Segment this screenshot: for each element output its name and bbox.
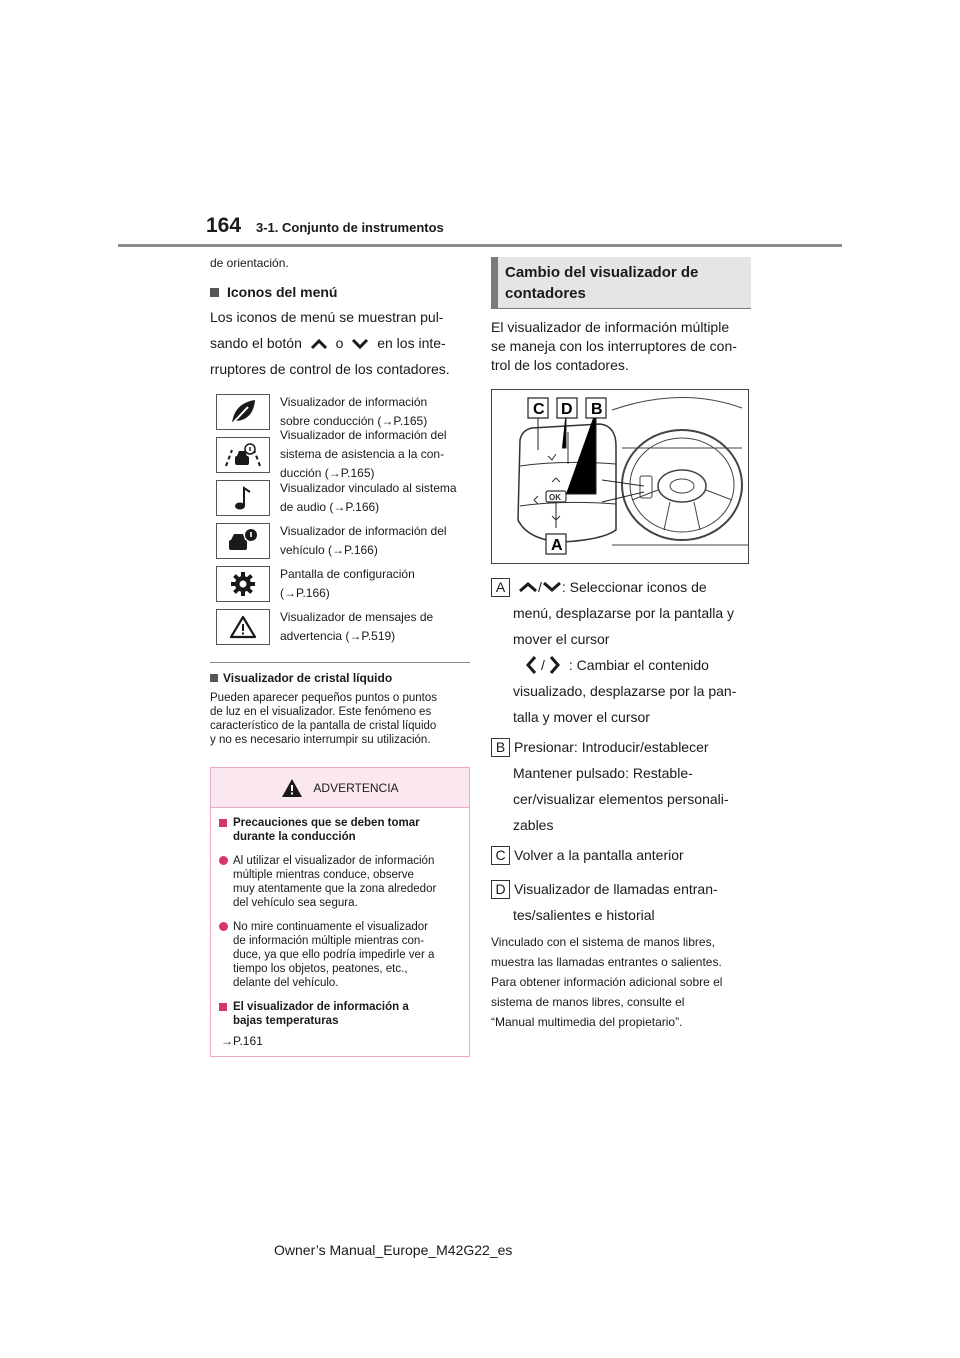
warning-item: [219, 816, 461, 844]
label-d: D: [561, 401, 573, 418]
chevron-left-icon: [525, 655, 537, 675]
pink-square-bullet-icon: [219, 819, 227, 827]
page-number: 164: [206, 214, 242, 237]
label-a: A: [551, 537, 563, 554]
right-column: [491, 257, 751, 1032]
menu-icons-heading: [210, 284, 470, 300]
legend-text: Presionar: Introducir/establecer: [514, 739, 709, 755]
warning-title: ADVERTENCIA: [313, 780, 399, 795]
ok-button-label: OK: [549, 493, 561, 502]
para-line: El visualizador de información múltiple: [491, 319, 730, 335]
chevron-up-icon: [310, 338, 328, 350]
menu-icon-row: [210, 428, 470, 480]
section-heading-underline: [491, 308, 751, 309]
menu-icon-description: [280, 565, 415, 603]
desc-line: advertencia (→P.519): [280, 628, 396, 643]
menu-intro: [210, 304, 470, 382]
lcd-note-heading: [210, 671, 470, 685]
legend-label-b: B: [491, 738, 510, 757]
note-line: sistema de manos libres, consulte el: [491, 995, 685, 1009]
label-b: B: [591, 401, 603, 418]
legend-text: zables: [513, 817, 554, 833]
warning-header: [211, 768, 469, 808]
warning-body: [211, 808, 469, 1056]
legend-text: : Cambiar el contenido: [568, 657, 709, 673]
lcd-note-body: [210, 691, 470, 747]
note-line: Para obtener información adicional sobre el: [491, 975, 723, 989]
desc-line: sobre conducción (→P.165): [280, 413, 428, 428]
driving-assist-icon: [216, 437, 270, 473]
note-line: característico de la pantalla de cristal líquido: [210, 720, 437, 732]
menu-icon-row: [210, 605, 470, 648]
continued-text: de orientación.: [210, 256, 289, 270]
gear-icon: [216, 566, 270, 602]
warning-item: [219, 920, 461, 990]
desc-line: sistema de asistencia a la con-: [280, 447, 445, 461]
intro-text: sando el botón: [210, 335, 302, 351]
legend-label-a: A: [491, 578, 510, 597]
warning-line: muy atentamente que la zona alrededor: [233, 883, 437, 895]
note-line: de luz en el visualizador. Este fenómeno es: [210, 706, 432, 718]
para-line: se maneja con los interruptores de con-: [491, 338, 737, 354]
note-line: y no es necesario interrumpir su utilización.: [210, 734, 431, 746]
warning-item: [219, 854, 461, 910]
pink-dot-bullet-icon: [219, 856, 228, 865]
desc-line: Visualizador de información del: [280, 523, 447, 538]
note-line: Vinculado con el sistema de manos libres,: [491, 935, 715, 949]
section-heading-line: contadores: [505, 285, 586, 302]
note-line: muestra las llamadas entrantes o salientes.: [491, 955, 722, 969]
vehicle-info-icon: [216, 523, 270, 559]
legend-row: [491, 574, 751, 600]
menu-intro-line: [210, 330, 470, 356]
legend-label-d: D: [491, 880, 510, 899]
legend-slash: /: [541, 657, 545, 673]
menu-icon-row: [210, 476, 470, 519]
warning-triangle-icon: [216, 609, 270, 645]
handsfree-note: [491, 932, 751, 1032]
legend-text: mover el cursor: [513, 631, 610, 647]
legend-text: Volver a la pantalla anterior: [514, 847, 684, 863]
legend-text: visualizado, desplazarse por la pan-: [513, 683, 737, 699]
menu-icons-heading-text: Iconos del menú: [227, 284, 338, 300]
legend-text: talla y mover el cursor: [513, 709, 650, 725]
menu-intro-line: Los iconos de menú se muestran pul-: [210, 309, 444, 325]
note-line: “Manual multimedia del propietario”.: [491, 1015, 683, 1029]
menu-icon-row: [210, 562, 470, 605]
warning-line: No mire continuamente el visualizador: [233, 921, 428, 933]
lcd-note-heading-text: Visualizador de cristal líquido: [223, 671, 393, 685]
section-title: 3-1. Conjunto de instrumentos: [256, 220, 444, 235]
footer: Owner’s Manual_Europe_M42G22_es: [274, 1242, 513, 1258]
section-heading-box: [491, 257, 751, 308]
music-note-icon: [216, 480, 270, 516]
menu-icon-description: [280, 522, 447, 560]
menu-icon-description: [280, 608, 433, 646]
legend-row: [491, 876, 751, 902]
desc-line: Pantalla de configuración: [280, 566, 415, 581]
warning-triangle-icon: [281, 778, 303, 798]
menu-icon-description: [280, 393, 427, 431]
warning-line: duce, ya que ello podría impedirle ver a: [233, 949, 435, 961]
desc-line: Visualizador de información del: [280, 428, 447, 442]
warning-line: El visualizador de información a: [233, 1001, 409, 1013]
legend-text: Mantener pulsado: Restable-: [513, 765, 693, 781]
legend-text: tes/salientes e historial: [513, 907, 655, 923]
legend-row: [491, 652, 751, 678]
chevron-up-icon: [518, 581, 538, 593]
intro-text: en los inte-: [377, 335, 446, 351]
legend-text: Visualizador de llamadas entran-: [514, 881, 718, 897]
legend: [491, 574, 751, 1032]
legend-text: cer/visualizar elementos personali-: [513, 791, 729, 807]
warning-line: del vehículo sea segura.: [233, 897, 358, 909]
warning-line: bajas temperaturas: [233, 1015, 339, 1027]
legend-label-c: C: [491, 846, 510, 865]
desc-line: de audio (→P.166): [280, 499, 380, 514]
warning-line: durante la conducción: [233, 831, 356, 843]
legend-row: [491, 842, 751, 868]
menu-icons-table: [210, 390, 470, 648]
desc-line: ducción (→P.165): [280, 466, 375, 480]
legend-text: : Seleccionar iconos de: [561, 579, 707, 595]
header-rule: [118, 244, 842, 247]
pink-dot-bullet-icon: [219, 922, 228, 931]
desc-line: Visualizador de mensajes de: [280, 609, 434, 624]
warning-line: de información múltiple mientras con-: [233, 935, 425, 947]
legend-slash: /: [538, 579, 542, 595]
chevron-down-icon: [351, 338, 369, 350]
warning-line: múltiple mientras conduce, observe: [233, 869, 414, 881]
legend-text: menú, desplazarse por la pantalla y: [513, 605, 735, 621]
desc-line: vehículo (→P.166): [280, 542, 378, 557]
square-bullet-icon: [210, 674, 218, 682]
page-reference: →P.161: [221, 1034, 263, 1048]
menu-icon-row: [210, 519, 470, 562]
para-line: trol de los contadores.: [491, 357, 629, 373]
intro-text: o: [335, 335, 344, 351]
menu-intro-line: rruptores de control de los contadores.: [210, 361, 450, 377]
chevron-right-icon: [549, 655, 561, 675]
menu-icon-description: [280, 479, 457, 517]
desc-line: Visualizador vinculado al sistema: [280, 480, 457, 495]
warning-line: Al utilizar el visualizador de información: [233, 855, 435, 867]
warning-line: Precauciones que se deben tomar: [233, 817, 420, 829]
divider: [210, 662, 470, 663]
section-heading-line: Cambio del visualizador de: [505, 264, 699, 281]
leaf-icon: [216, 394, 270, 430]
warning-line: tiempo los objetos, peatones, etc.,: [233, 963, 408, 975]
warning-line: delante del vehículo.: [233, 977, 339, 989]
note-line: Pueden aparecer pequeños puntos o puntos: [210, 692, 437, 704]
pink-square-bullet-icon: [219, 1003, 227, 1011]
left-column: [210, 253, 470, 1057]
warning-box: [210, 767, 470, 1057]
warning-item: [219, 1000, 461, 1028]
desc-line: (→P.166): [280, 585, 330, 600]
label-c: C: [533, 401, 545, 418]
intro-paragraph: [491, 318, 751, 375]
legend-row: [491, 734, 751, 760]
square-bullet-icon: [210, 288, 219, 297]
chevron-down-icon: [542, 581, 562, 593]
desc-line: Visualizador de información: [280, 394, 428, 409]
menu-icon-description: [280, 426, 447, 483]
steering-switch-illustration: [491, 389, 749, 564]
